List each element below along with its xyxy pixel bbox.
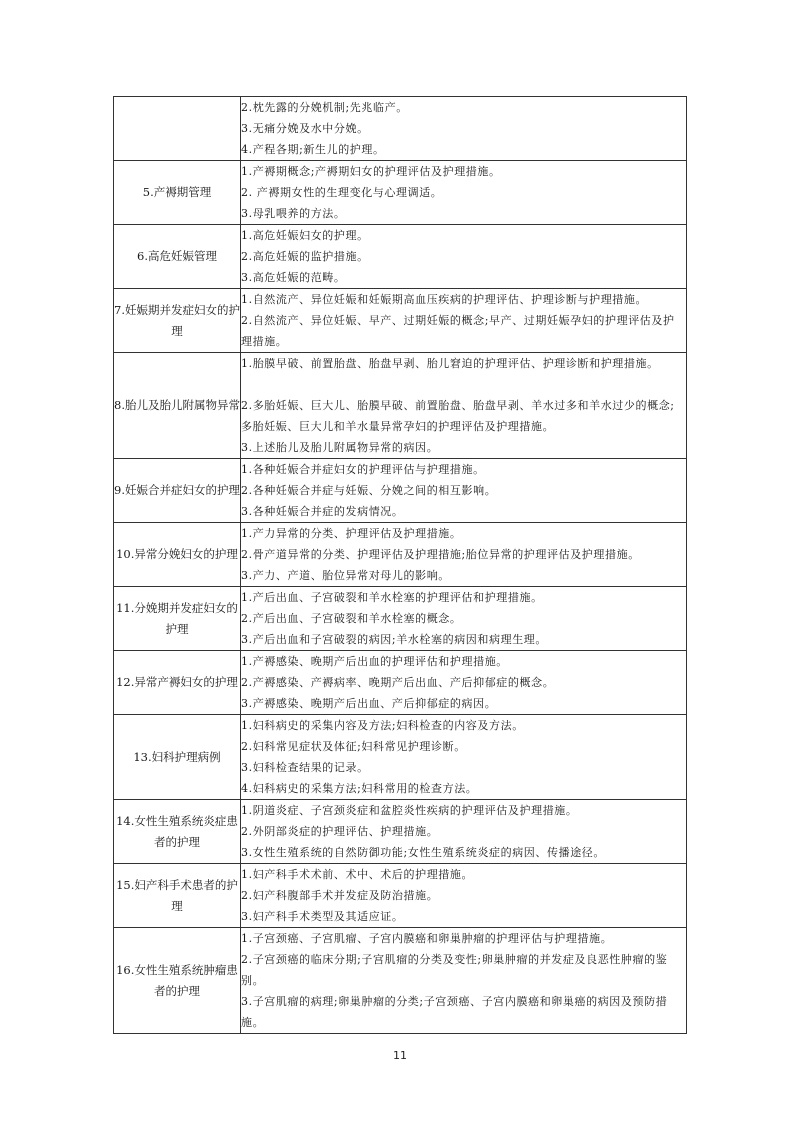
topic-cell: 15.妇产科手术患者的护理 bbox=[114, 864, 241, 928]
content-item: 3.无痛分娩及水中分娩。 bbox=[241, 122, 369, 135]
content-item: 3.母乳喂养的方法。 bbox=[241, 207, 346, 220]
content-item: 1.妇产科手术术前、术中、术后的护理措施。 bbox=[241, 868, 474, 881]
syllabus-table bbox=[113, 96, 687, 1034]
content-item: 4.妇科病史的采集方法;妇科常用的检查方法。 bbox=[241, 782, 478, 795]
topic-cell: 16.女性生殖系统肿瘤患者的护理 bbox=[114, 928, 241, 1034]
content-item: 3.妇产科手术类型及其适应证。 bbox=[241, 910, 404, 923]
table-row bbox=[114, 715, 687, 800]
content-item: 2.子宫颈癌的临床分期;子宫肌瘤的分类及变性;卵巢肿瘤的并发症及良恶性肿瘤的鉴别。 bbox=[241, 953, 668, 987]
topic-cell: 8.胎儿及胎儿附属物异常 bbox=[114, 353, 241, 459]
content-item: 3.各种妊娠合并症的发病情况。 bbox=[241, 505, 404, 518]
content-item: 2.产褥感染、产褥病率、晚期产后出血、产后抑郁症的概念。 bbox=[241, 676, 555, 689]
table-row bbox=[114, 800, 687, 864]
content-item: 1.自然流产、异位妊娠和妊娠期高血压疾病的护理评估、护理诊断与护理措施。 bbox=[241, 293, 648, 306]
content-item: 2.多胎妊娠、巨大儿、胎膜早破、前置胎盘、胎盘早剥、羊水过多和羊水过少的概念;多胎妊娠、巨大儿和羊水量异常孕妇的护理评估及护理措施。 bbox=[241, 399, 675, 433]
content-cell bbox=[241, 587, 687, 651]
table-row bbox=[114, 864, 687, 928]
topic-cell bbox=[114, 97, 241, 161]
content-cell bbox=[241, 289, 687, 353]
topic-cell: 6.高危妊娠管理 bbox=[114, 225, 241, 289]
content-item: 1.产力异常的分类、护理评估及护理措施。 bbox=[241, 527, 462, 540]
syllabus-table-body bbox=[114, 97, 687, 1034]
content-cell bbox=[241, 97, 687, 161]
content-item: 2.高危妊娠的监护措施。 bbox=[241, 250, 369, 263]
topic-cell: 11.分娩期并发症妇女的护理 bbox=[114, 587, 241, 651]
content-item: 3.妇科检查结果的记录。 bbox=[241, 761, 369, 774]
topic-cell: 12.异常产褥妇女的护理 bbox=[114, 651, 241, 715]
table-row bbox=[114, 587, 687, 651]
table-row bbox=[114, 928, 687, 1034]
table-row bbox=[114, 651, 687, 715]
content-item: 2.枕先露的分娩机制;先兆临产。 bbox=[241, 101, 408, 114]
table-row bbox=[114, 523, 687, 587]
content-cell bbox=[241, 864, 687, 928]
content-item: 2.妇科常见症状及体征;妇科常见护理诊断。 bbox=[241, 740, 466, 753]
content-item: 1.产褥感染、晚期产后出血的护理评估和护理措施。 bbox=[241, 655, 508, 668]
content-item: 2.产后出血、子宫破裂和羊水栓塞的概念。 bbox=[241, 612, 462, 625]
content-item: 1.子宫颈癌、子宫肌瘤、子宫内膜癌和卵巢肿瘤的护理评估与护理措施。 bbox=[241, 932, 613, 945]
table-row bbox=[114, 353, 687, 459]
topic-cell: 5.产褥期管理 bbox=[114, 161, 241, 225]
content-item: 2. 产褥期女性的生理变化与心理调适。 bbox=[241, 186, 443, 199]
content-cell bbox=[241, 225, 687, 289]
content-item: 3.女性生殖系统的自然防御功能;女性生殖系统炎症的病因、传播途径。 bbox=[241, 846, 605, 859]
content-cell bbox=[241, 800, 687, 864]
content-item: 1.妇科病史的采集内容及方法;妇科检查的内容及方法。 bbox=[241, 719, 524, 732]
content-item: 1.产褥期概念;产褥期妇女的护理评估及护理措施。 bbox=[241, 165, 501, 178]
content-cell bbox=[241, 715, 687, 800]
content-item: 1.高危妊娠妇女的护理。 bbox=[241, 229, 369, 242]
content-item: 4.产程各期;新生儿的护理。 bbox=[241, 143, 385, 156]
table-row bbox=[114, 97, 687, 161]
content-item: 2.自然流产、异位妊娠、早产、过期妊娠的概念;早产、过期妊娠孕妇的护理评估及护理措施。 bbox=[241, 314, 675, 348]
table-row bbox=[114, 225, 687, 289]
content-item: 1.产后出血、子宫破裂和羊水栓塞的护理评估和护理措施。 bbox=[241, 591, 543, 604]
content-item: 1.胎膜早破、前置胎盘、胎盘早剥、胎儿窘迫的护理评估、护理诊断和护理措施。 bbox=[241, 357, 659, 370]
content-cell bbox=[241, 353, 687, 459]
content-item: 2.外阴部炎症的护理评估、护理措施。 bbox=[241, 825, 439, 838]
table-row bbox=[114, 161, 687, 225]
content-item: 1.各种妊娠合并症妇女的护理评估与护理措施。 bbox=[241, 463, 485, 476]
topic-cell: 14.女性生殖系统炎症患者的护理 bbox=[114, 800, 241, 864]
topic-cell: 9.妊娠合并症妇女的护理 bbox=[114, 459, 241, 523]
topic-cell: 13.妇科护理病例 bbox=[114, 715, 241, 800]
topic-cell: 10.异常分娩妇女的护理 bbox=[114, 523, 241, 587]
content-item: 3.产褥感染、晚期产后出血、产后抑郁症的病因。 bbox=[241, 697, 497, 710]
content-item: 3.产后出血和子宫破裂的病因;羊水栓塞的病因和病理生理。 bbox=[241, 633, 547, 646]
content-cell bbox=[241, 459, 687, 523]
content-item: 1.阴道炎症、子宫颈炎症和盆腔炎性疾病的护理评估及护理措施。 bbox=[241, 804, 578, 817]
content-cell bbox=[241, 161, 687, 225]
content-cell bbox=[241, 928, 687, 1034]
content-cell bbox=[241, 523, 687, 587]
content-item: 2.骨产道异常的分类、护理评估及护理措施;胎位异常的护理评估及护理措施。 bbox=[241, 548, 640, 561]
content-item: 3.产力、产道、胎位异常对母儿的影响。 bbox=[241, 569, 450, 582]
content-item: 3.上述胎儿及胎儿附属物异常的病因。 bbox=[241, 441, 439, 454]
content-item: 3.子宫肌瘤的病理;卵巢肿瘤的分类;子宫颈癌、子宫内膜癌和卵巢癌的病因及预防措施。 bbox=[241, 995, 668, 1029]
content-item: 2.各种妊娠合并症与妊娠、分娩之间的相互影响。 bbox=[241, 484, 497, 497]
content-item: 3.高危妊娠的范畴。 bbox=[241, 271, 346, 284]
content-item: 2.妇产科腹部手术并发症及防治措施。 bbox=[241, 889, 439, 902]
page-number: 11 bbox=[393, 1049, 407, 1062]
topic-cell: 7.妊娠期并发症妇女的护理 bbox=[114, 289, 241, 353]
content-cell bbox=[241, 651, 687, 715]
table-row bbox=[114, 459, 687, 523]
table-row bbox=[114, 289, 687, 353]
